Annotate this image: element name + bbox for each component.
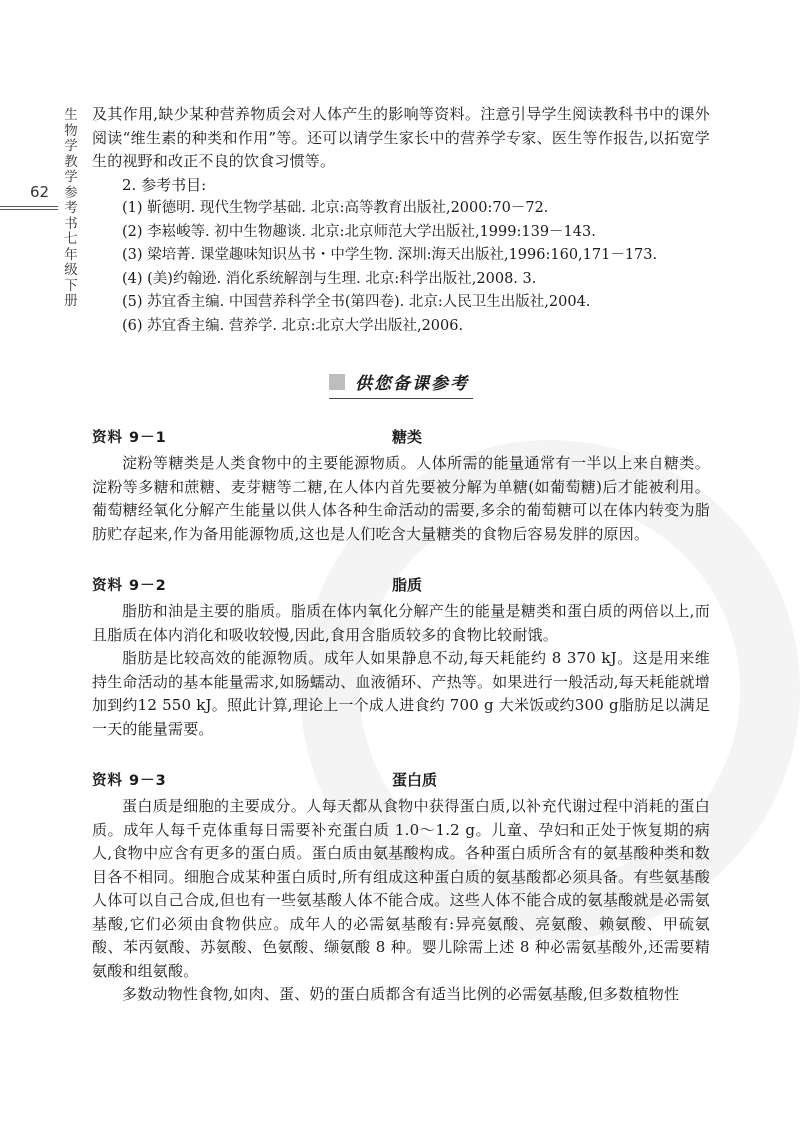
material-label: 资料 9－1 <box>92 430 167 446</box>
reference-item: (2) 李崧峻等. 初中生物趣谈. 北京:北京师范大学出版社,1999:139－143. <box>122 223 596 240</box>
page-content <box>92 103 710 1007</box>
material-title: 蛋白质 <box>392 771 438 789</box>
material-paragraph: 脂肪是比较高效的能源物质。成年人如果静息不动,每天耗能约 8 370 kJ。这是用来维持生命活动的基本能量需求,如肠蠕动、血液循环、产热等。如果进行一般活动,每天耗能就增加到约12 550 kJ。照此计算,理论上一个成人进食约 700 g 大米饭或约300 g脂肪足以满足一天的能量需要。 <box>92 649 710 738</box>
material-label: 资料 9－3 <box>92 773 167 789</box>
material-label: 资料 9－2 <box>92 578 167 594</box>
reference-item: (4) (美)约翰逊. 消化系统解剖与生理. 北京:科学出版社,2008. 3. <box>122 270 537 287</box>
reference-item: (5) 苏宜香主编. 中国营养科学全书(第四卷). 北京:人民卫生出版社,2004. <box>122 294 591 310</box>
references-list <box>92 197 710 338</box>
material-9-1 <box>92 426 710 546</box>
section-banner <box>92 369 710 399</box>
section-title: 供您备课参考 <box>355 374 469 394</box>
material-title: 糖类 <box>392 428 423 446</box>
material-paragraph: 蛋白质是细胞的主要成分。人每天都从食物中获得蛋白质,以补充代谢过程中消耗的蛋白质。成年人每千克体重每日需要补充蛋白质 1.0～1.2 g。儿童、孕妇和正处于恢复期的病人,食物中应含有更多的蛋白质。蛋白质由氨基酸构成。各种蛋白质所含有的氨基酸种类和数目各不相同。细胞合成某种蛋白质时,所有组成这种蛋白质的氨基酸都必须具备。有些氨基酸人体可以自己合成,但也有一些氨基酸人体不能合成。这些人体不能合成的氨基酸就是必需氨基酸,它们必须由食物供应。成年人的必需氨基酸有:异亮氨酸、亮氨酸、赖氨酸、甲硫氨酸、苯丙氨酸、苏氨酸、色氨酸、缬氨酸 8 种。婴儿除需上述 8 种必需氨基酸外,还需要精氨酸和组氨酸。 <box>92 797 710 980</box>
book-title-vertical: 生物学教学参考书七年级下册 <box>64 107 78 309</box>
margin-rule <box>0 209 58 210</box>
material-paragraph: 淀粉等糖类是人类食物中的主要能源物质。人体所需的能量通常有一半以上来自糖类。淀粉等多糖和蔗糖、麦芽糖等二糖,在人体内首先要被分解为单糖(如葡萄糖)后才能被利用。葡萄糖经氧化分解产生能量以供人体各种生命活动的需要,多余的葡萄糖可以在体内转变为脂肪贮存起来,作为备用能源物质,这也是人们吃含大量糖类的食物后容易发胖的原因。 <box>92 454 710 543</box>
reference-item: (3) 梁培菁. 课堂趣味知识丛书・中学生物. 深圳:海天出版社,1996:160,171－173. <box>122 247 658 263</box>
page-number: 62 <box>30 183 50 201</box>
square-icon <box>329 374 345 390</box>
margin-rule <box>0 206 58 207</box>
material-title: 脂质 <box>392 576 423 594</box>
material-paragraph: 多数动物性食物,如肉、蛋、奶的蛋白质都含有适当比例的必需氨基酸,但多数植物性 <box>122 985 680 1003</box>
intro-paragraph: 及其作用,缺少某种营养物质会对人体产生的影响等资料。注意引导学生阅读教科书中的课外阅读“维生素的种类和作用”等。还可以请学生家长中的营养学专家、医生等作报告,以拓宽学生的视野和改正不良的饮食习惯等。 <box>92 105 710 170</box>
reference-item: (6) 苏宜香主编. 营养学. 北京:北京大学出版社,2006. <box>122 317 464 334</box>
material-9-3 <box>92 769 710 1007</box>
material-9-2 <box>92 574 710 741</box>
reference-item: (1) 靳德明. 现代生物学基础. 北京:高等教育出版社,2000:70－72. <box>122 200 549 216</box>
material-paragraph: 脂肪和油是主要的脂质。脂质在体内氧化分解产生的能量是糖类和蛋白质的两倍以上,而且脂质在体内消化和吸收较慢,因此,食用含脂质较多的食物比较耐饿。 <box>92 602 710 644</box>
references-heading: 2. 参考书目: <box>122 175 207 194</box>
